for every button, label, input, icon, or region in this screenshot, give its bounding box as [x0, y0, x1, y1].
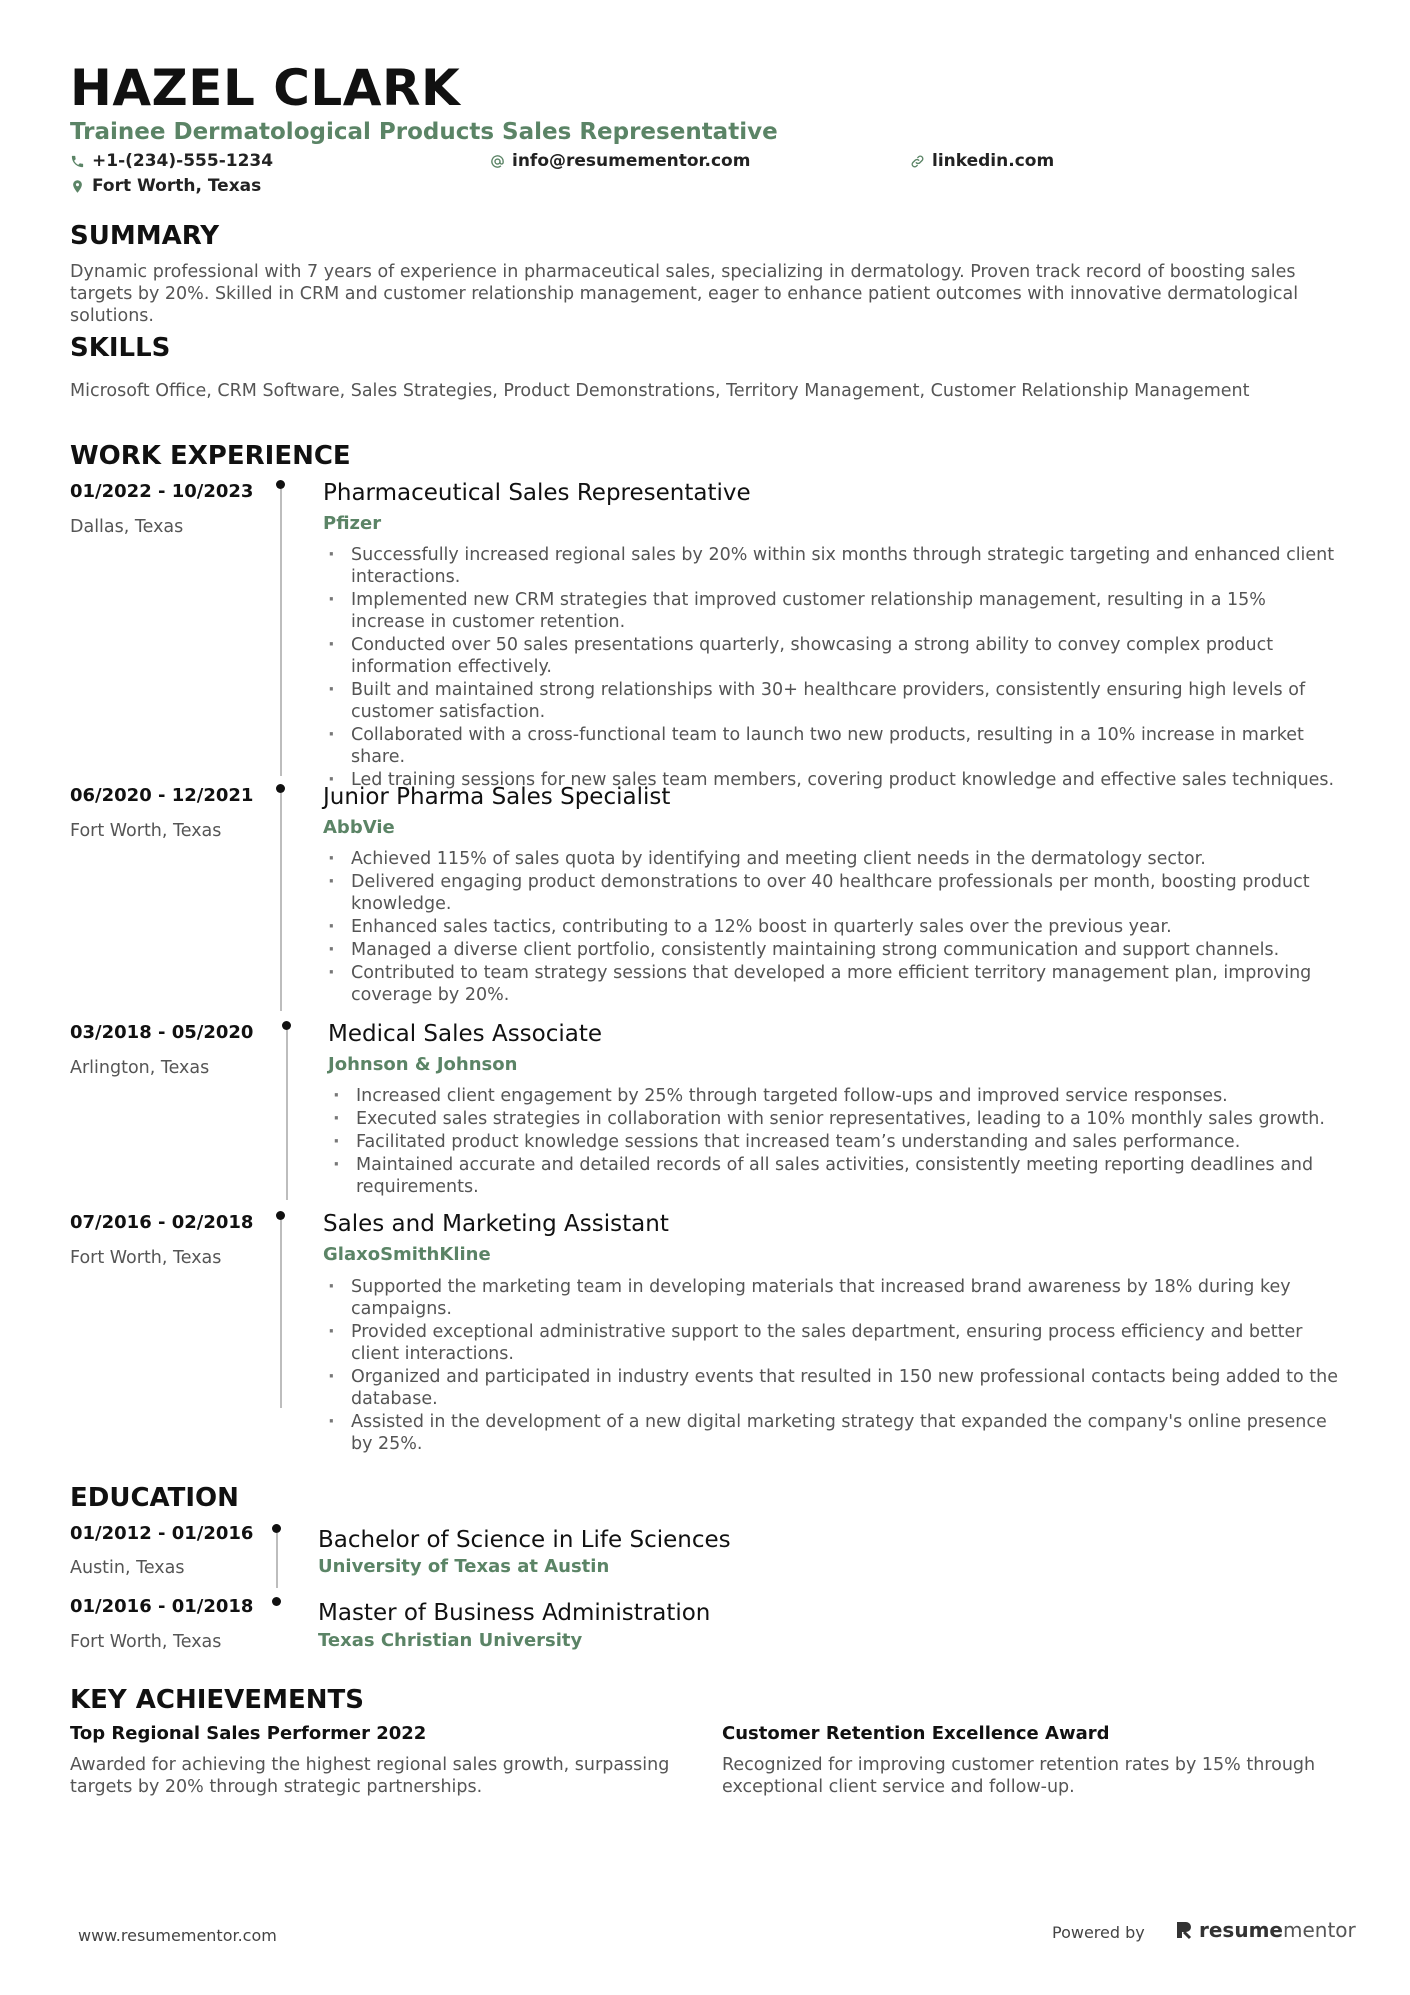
skills-text: Microsoft Office, CRM Software, Sales Strategies, Product Demonstrations, Territory Management, Customer Relationship Management [70, 381, 1250, 401]
job-company: AbbVie [323, 817, 395, 838]
bullet-item: · Conducted over 50 sales presentations quarterly, showcasing a strong ability to convey complex product information effectively. [323, 634, 1343, 678]
timeline-line [280, 489, 282, 776]
bullet-item: · Implemented new CRM strategies that improved customer relationship management, resulting in a 15% increase in customer retention. [323, 589, 1343, 633]
education-school: University of Texas at Austin [318, 1556, 610, 1577]
timeline-dot [272, 1524, 281, 1533]
phone-text: +1-(234)-555-1234 [92, 151, 274, 171]
job-bullets [328, 1085, 1328, 1199]
job-role: Junior Pharma Sales Specialist [323, 784, 671, 810]
bullet-item: · Enhanced sales tactics, contributing to a 12% boost in quarterly sales over the previous year. [323, 916, 1323, 938]
bullet-item: · Contributed to team strategy sessions that developed a more efficient territory management plan, improving coverage by 20%. [323, 962, 1323, 1006]
bullet-item: · Supported the marketing team in developing materials that increased brand awareness by 18% during key campaigns. [323, 1276, 1343, 1320]
bullet-item: · Built and maintained strong relationships with 30+ healthcare providers, consistently ensuring high levels of customer satisfaction. [323, 679, 1343, 723]
timeline-line [280, 793, 282, 1011]
timeline-line [280, 1220, 282, 1408]
summary-text: Dynamic professional with 7 years of experience in pharmaceutical sales, specializing in dermatology. Proven track record of boosting sales targets by 20%. Skilled in CRM and customer relationship management, eager to enhance patient outcomes with innovative dermatological solutions. [70, 262, 1299, 326]
bullet-item: · Managed a diverse client portfolio, consistently maintaining strong communication and support channels. [323, 939, 1323, 961]
achievements-heading: KEY ACHIEVEMENTS [70, 1685, 364, 1715]
job-company: Johnson & Johnson [328, 1054, 518, 1075]
resumementor-logo-icon [1175, 1920, 1193, 1940]
timeline-dot [282, 1021, 291, 1030]
timeline-line [286, 1030, 288, 1200]
skills-heading: SKILLS [70, 333, 171, 363]
link-icon [910, 154, 925, 169]
location-pin-icon [70, 179, 85, 194]
job-role: Sales and Marketing Assistant [323, 1211, 669, 1237]
bullet-item: · Maintained accurate and detailed records of all sales activities, consistently meeting reporting deadlines and requirements. [328, 1154, 1328, 1198]
contact-email[interactable] [490, 150, 750, 172]
education-degree: Bachelor of Science in Life Sciences [318, 1527, 731, 1553]
education-degree: Master of Business Administration [318, 1600, 711, 1626]
candidate-name: HAZEL CLARK [70, 59, 461, 117]
education-dates: 01/2016 - 01/2018 [70, 1596, 254, 1617]
phone-icon [70, 154, 85, 169]
job-dates: 01/2022 - 10/2023 [70, 481, 254, 502]
bullet-item: · Provided exceptional administrative support to the sales department, ensuring process efficiency and better client interactions. [323, 1321, 1343, 1365]
bullet-item: · Organized and participated in industry events that resulted in 150 new professional contacts being added to the database. [323, 1366, 1343, 1410]
education-location: Fort Worth, Texas [70, 1632, 222, 1652]
linkedin-text: linkedin.com [932, 151, 1055, 171]
timeline-dot [276, 784, 285, 793]
education-heading: EDUCATION [70, 1483, 239, 1513]
brand-logo[interactable] [1175, 1918, 1356, 1942]
job-location: Fort Worth, Texas [70, 1248, 222, 1268]
job-company: GlaxoSmithKline [323, 1244, 491, 1265]
timeline-dot [276, 480, 285, 489]
contact-location [70, 175, 261, 197]
job-location: Dallas, Texas [70, 517, 184, 537]
timeline-dot [272, 1597, 281, 1606]
bullet-item: · Delivered engaging product demonstrations to over 40 healthcare professionals per month, boosting product knowledge. [323, 871, 1323, 915]
bullet-item: · Increased client engagement by 25% through targeted follow-ups and improved service responses. [328, 1085, 1328, 1107]
job-title: Trainee Dermatological Products Sales Representative [70, 119, 778, 145]
at-icon [490, 154, 505, 169]
bullet-item: · Led training sessions for new sales team members, covering product knowledge and effective sales techniques. [323, 769, 1343, 791]
achievement-text: Recognized for improving customer retention rates by 15% through exceptional client service and follow-up. [722, 1755, 1316, 1797]
summary-heading: SUMMARY [70, 221, 220, 251]
job-company: Pfizer [323, 513, 382, 534]
contact-linkedin[interactable] [910, 150, 1054, 172]
footer-url[interactable]: www.resumementor.com [78, 1926, 277, 1945]
job-bullets [323, 544, 1343, 792]
job-role: Pharmaceutical Sales Representative [323, 480, 751, 506]
achievement-text: Awarded for achieving the highest regional sales growth, surpassing targets by 20% through strategic partnerships. [70, 1755, 670, 1797]
brand-name-light: mentor [1282, 1918, 1356, 1942]
bullet-item: · Successfully increased regional sales by 20% within six months through strategic targeting and enhanced client interactions. [323, 544, 1343, 588]
job-dates: 07/2016 - 02/2018 [70, 1212, 254, 1233]
job-bullets [323, 1276, 1343, 1456]
bullet-item: · Executed sales strategies in collaboration with senior representatives, leading to a 10% monthly sales growth. [328, 1108, 1328, 1130]
job-dates: 03/2018 - 05/2020 [70, 1022, 254, 1043]
achievement-title: Top Regional Sales Performer 2022 [70, 1723, 427, 1744]
experience-heading: WORK EXPERIENCE [70, 441, 351, 471]
email-text: info@resumementor.com [512, 151, 751, 171]
job-role: Medical Sales Associate [328, 1021, 603, 1047]
contact-phone [70, 150, 273, 172]
achievement-title: Customer Retention Excellence Award [722, 1723, 1110, 1744]
powered-by-label: Powered by [1052, 1923, 1145, 1942]
timeline-line [276, 1533, 278, 1588]
brand-name-bold: resume [1199, 1918, 1283, 1942]
location-text: Fort Worth, Texas [92, 176, 262, 196]
job-location: Fort Worth, Texas [70, 821, 222, 841]
bullet-item: · Achieved 115% of sales quota by identifying and meeting client needs in the dermatology sector. [323, 848, 1323, 870]
job-bullets [323, 848, 1323, 1007]
education-dates: 01/2012 - 01/2016 [70, 1523, 254, 1544]
job-dates: 06/2020 - 12/2021 [70, 785, 254, 806]
bullet-item: · Assisted in the development of a new digital marketing strategy that expanded the company's online presence by 25%. [323, 1411, 1343, 1455]
timeline-dot [276, 1211, 285, 1220]
bullet-item: · Collaborated with a cross-functional team to launch two new products, resulting in a 10% increase in market share. [323, 724, 1343, 768]
job-location: Arlington, Texas [70, 1058, 210, 1078]
bullet-item: · Facilitated product knowledge sessions that increased team’s understanding and sales performance. [328, 1131, 1328, 1153]
education-location: Austin, Texas [70, 1558, 185, 1578]
education-school: Texas Christian University [318, 1630, 583, 1651]
